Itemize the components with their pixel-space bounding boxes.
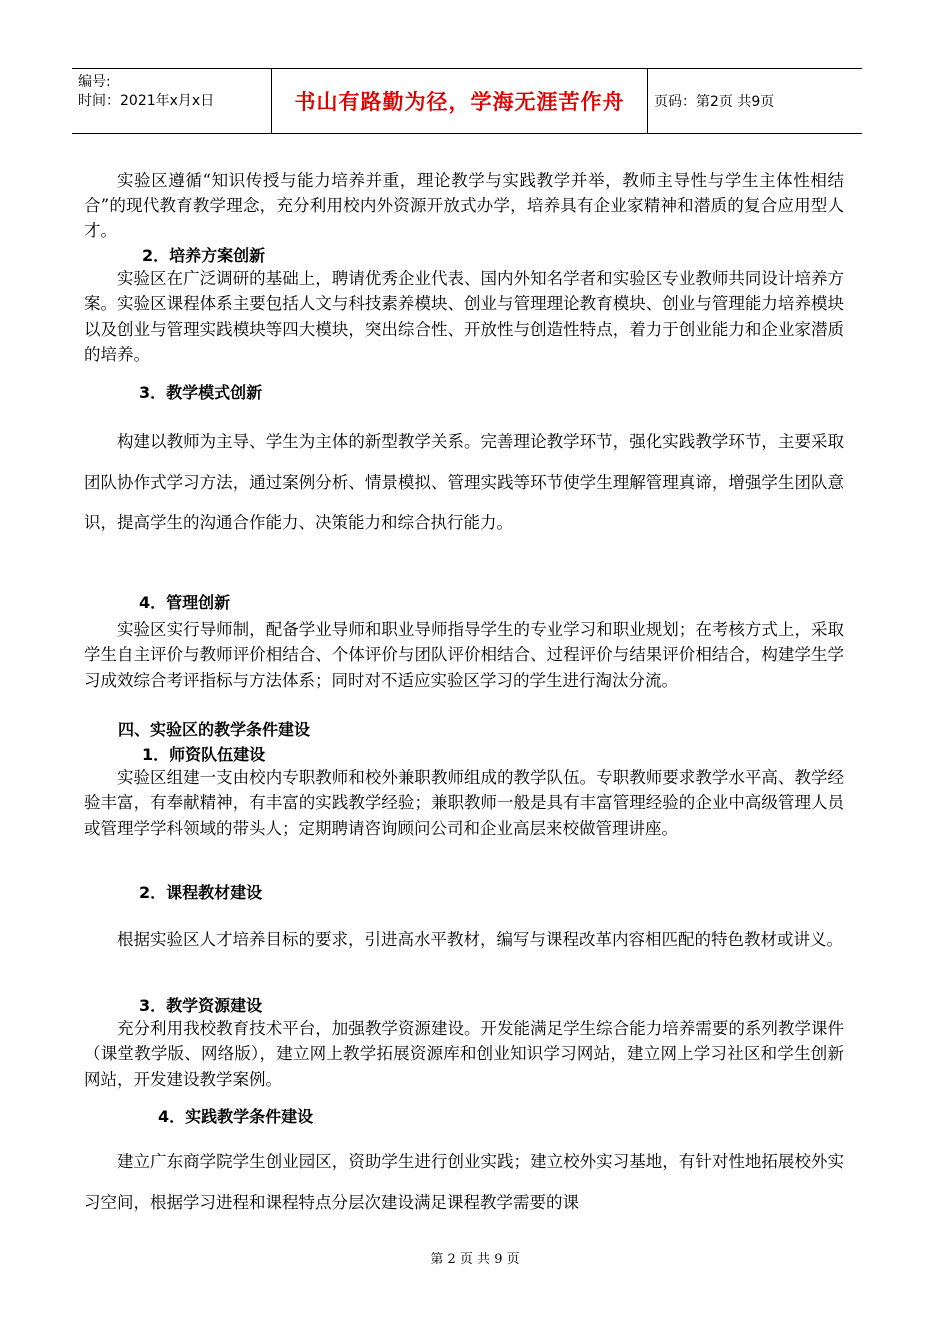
paragraph-teaching-philosophy: 实验区遵循“知识传授与能力培养并重，理论教学与实践教学并举，教师主导性与学生主体性相结合”的现代教育教学理念，充分利用校内外资源开放式办学，培养具有企业家精神和潜质的复合应用型人才。 xyxy=(84,171,844,240)
paragraph-teaching-mode: 构建以教师为主导、学生为主体的新型教学关系。完善理论教学环节，强化实践教学环节，主要采取团队协作式学习方法，通过案例分析、情景模拟、管理实践等环节使学生理解管理真谛，增强学生团队意识，提高学生的沟通合作能力、决策能力和综合执行能力。 xyxy=(84,432,844,532)
heading-teaching-mode: 3．教学模式创新 xyxy=(139,383,263,402)
page-footer: 第 2 页 共 9 页 xyxy=(430,1252,520,1267)
paragraph-practice-conditions: 建立广东商学院学生创业园区，资助学生进行创业实践；建立校外实习基地，有针对性地拓展校外实习空间，根据学习进程和课程特点分层次建设满足课程教学需要的课 xyxy=(84,1152,844,1212)
heading-faculty: 1．师资队伍建设 xyxy=(142,745,266,764)
header-page-info: 页码：第2页 共9页 xyxy=(654,94,775,110)
paragraph-teaching-resources: 充分利用我校教育技术平台，加强教学资源建设。开发能满足学生综合能力培养需要的系列教学课件（课堂教学版、网络版），建立网上教学拓展资源库和创业知识学习网站，建立网上学习社区和学生创新网站，开发建设教学案例。 xyxy=(84,1019,844,1089)
heading-management: 4．管理创新 xyxy=(139,593,231,612)
paragraph-management: 实验区实行导师制，配备学业导师和职业导师指导学生的专业学习和职业规划；在考核方式上，采取学生自主评价与教师评价相结合、个体评价与团队评价相结合、过程评价与结果评价相结合，构建学生学习成效综合考评指标与方法体系；同时对不适应实验区学习的学生进行淘汰分流。 xyxy=(84,620,844,690)
document-number-label: 编号: xyxy=(78,74,111,90)
document-header xyxy=(72,68,862,134)
heading-teaching-resources: 3．教学资源建设 xyxy=(139,996,263,1015)
header-motto: 书山有路勤为径，学海无涯苦作舟 xyxy=(272,69,648,133)
paragraph-faculty: 实验区组建一支由校内专职教师和校外兼职教师组成的教学队伍。专职教师要求教学水平高、教学经验丰富，有奉献精神，有丰富的实践教学经验；兼职教师一般是具有丰富管理经验的企业中高级管理人员或管理学学科领域的带头人；定期聘请咨询顾问公司和企业高层来校做管理讲座。 xyxy=(84,768,844,838)
paragraph-courses-textbooks: 根据实验区人才培养目标的要求，引进高水平教材，编写与课程改革内容相匹配的特色教材或讲义。 xyxy=(117,930,843,949)
heading-training-plan: 2．培养方案创新 xyxy=(142,246,266,265)
section-heading-teaching-conditions: 四、实验区的教学条件建设 xyxy=(118,720,311,739)
paragraph-training-plan: 实验区在广泛调研的基础上，聘请优秀企业代表、国内外知名学者和实验区专业教师共同设计培养方案。实验区课程体系主要包括人文与科技素养模块、创业与管理理论教育模块、创业与管理能力培养模块以及创业与管理实践模块等四大模块，突出综合性、开放性与创造性特点，着力于创业能力和企业家潜质的培养。 xyxy=(84,269,844,364)
document-time-label: 时间：2021年x月x日 xyxy=(78,93,215,109)
heading-courses-textbooks: 2．课程教材建设 xyxy=(139,883,263,902)
header-meta xyxy=(72,69,272,133)
heading-practice-conditions: 4．实践教学条件建设 xyxy=(158,1107,314,1126)
